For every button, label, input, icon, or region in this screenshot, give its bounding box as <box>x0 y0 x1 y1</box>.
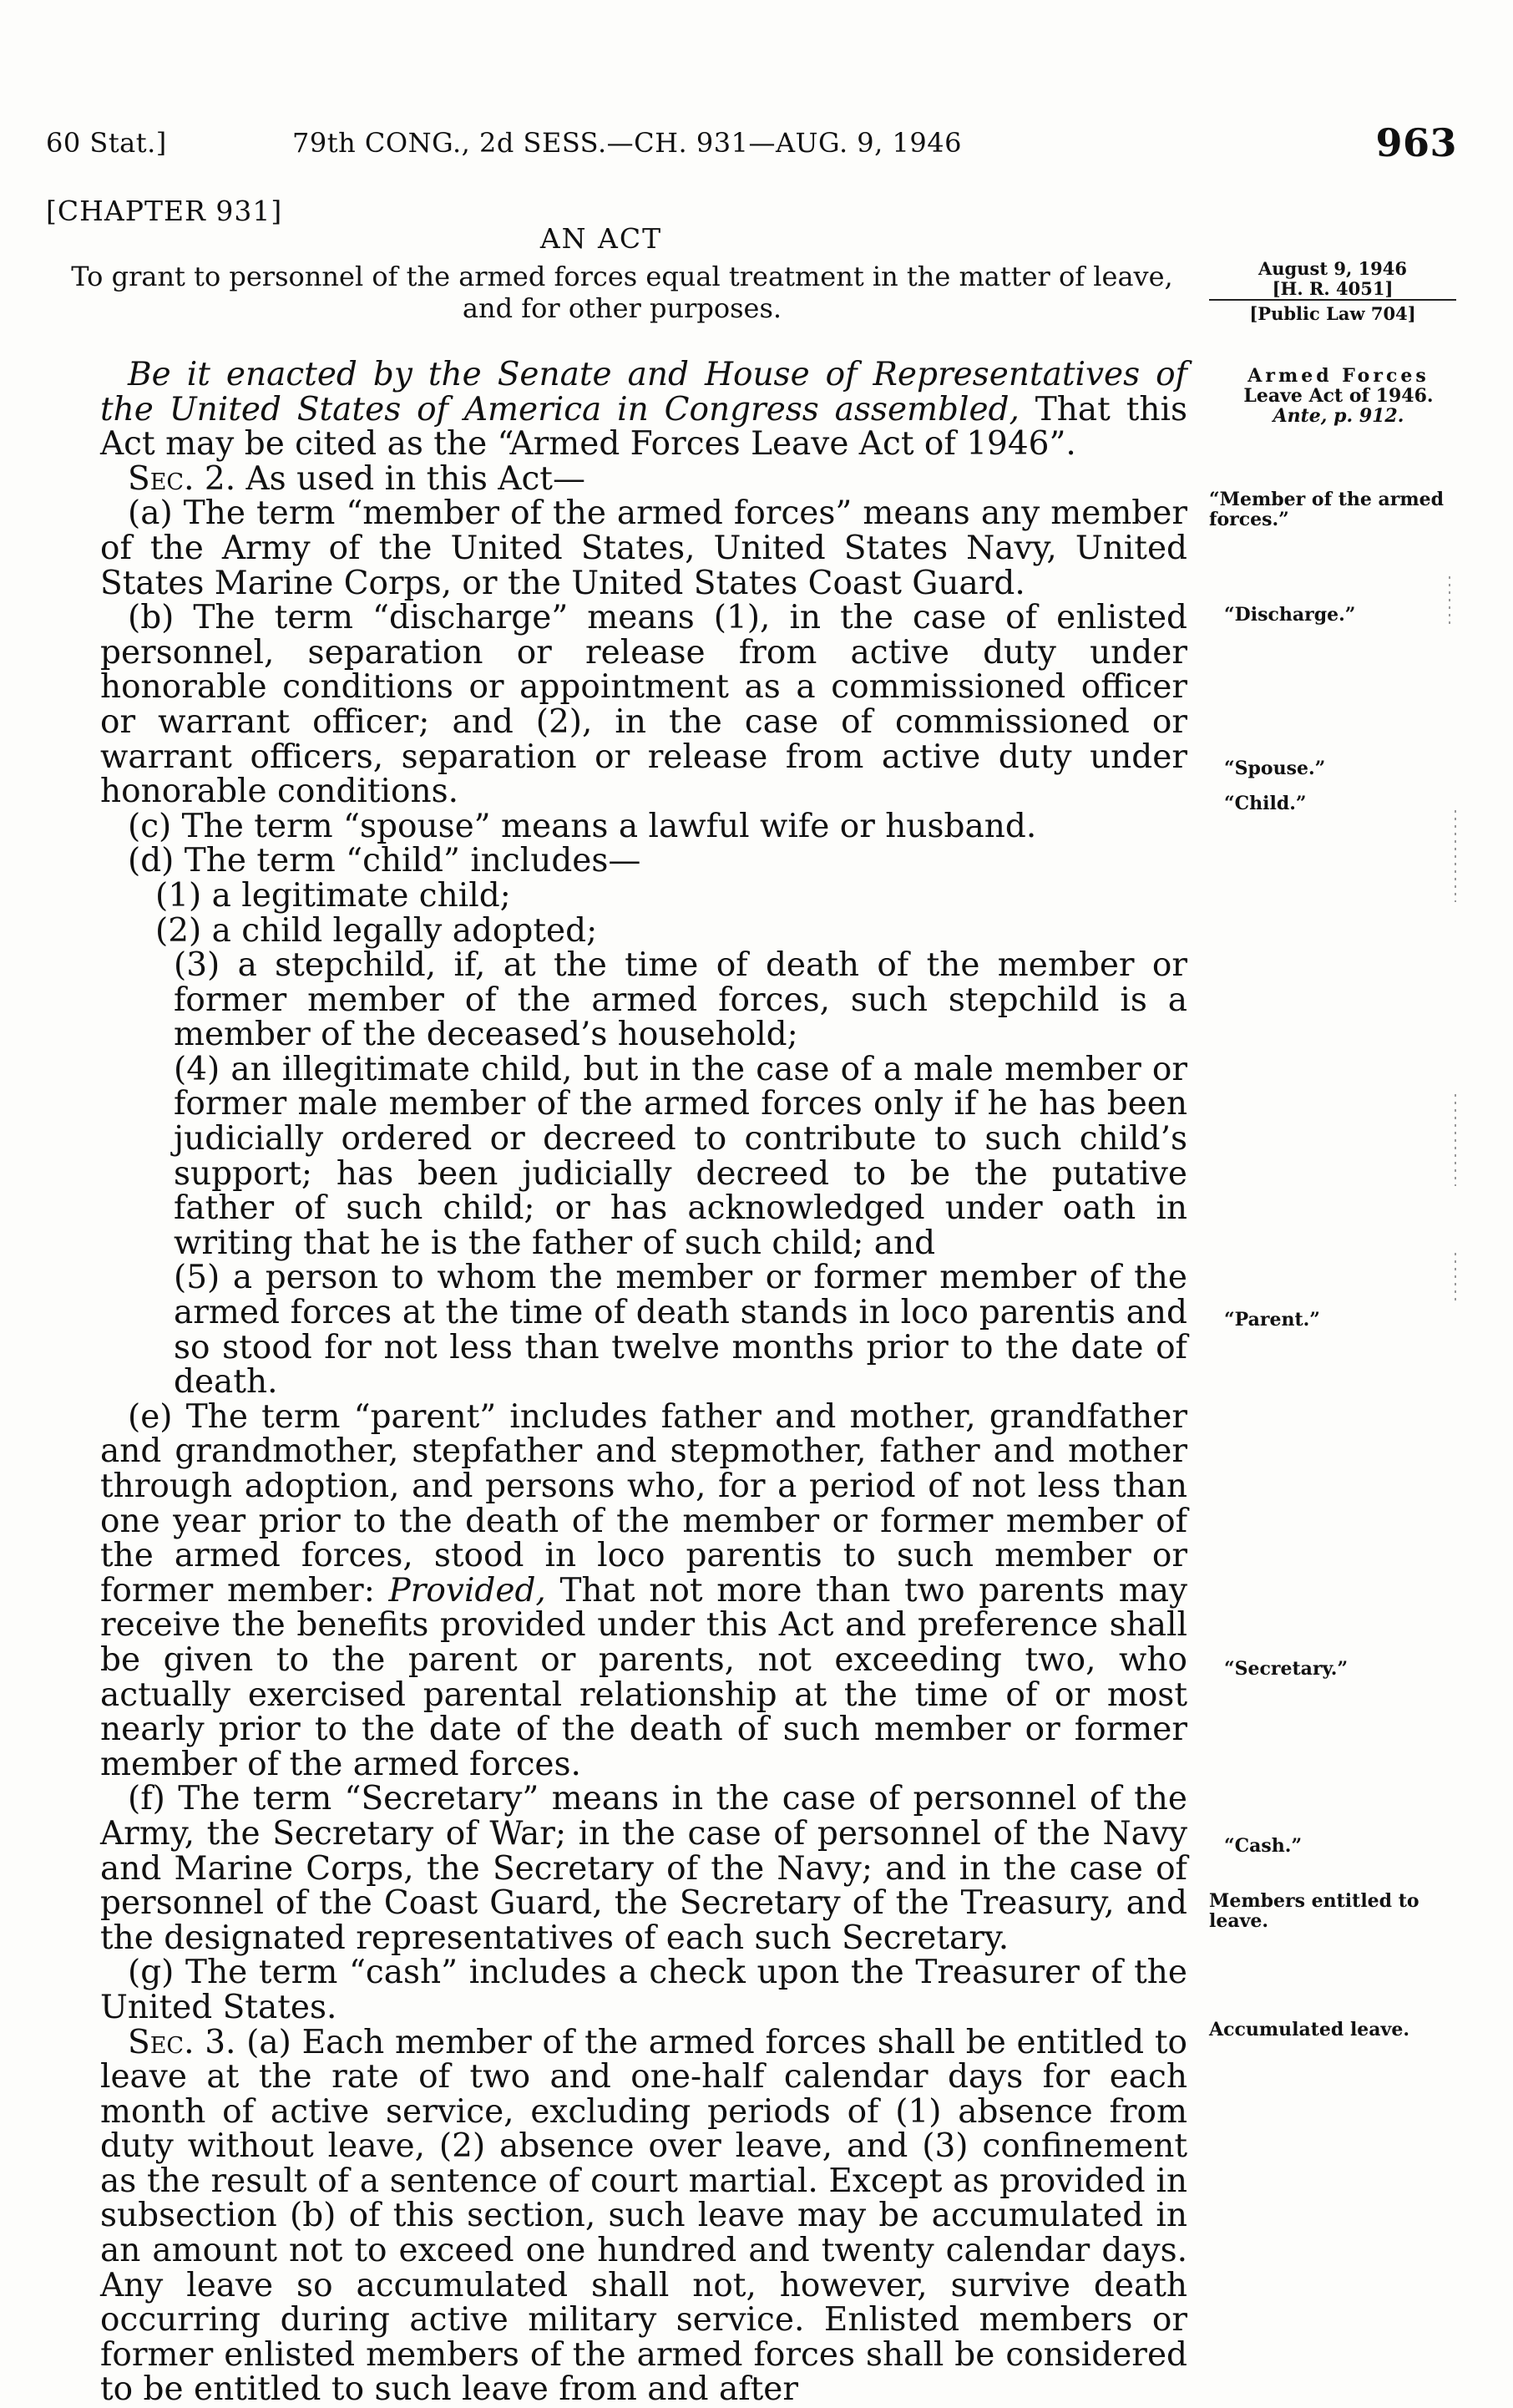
scan-artifact <box>1455 810 1456 902</box>
section-3-label: Sec. 3. <box>128 2024 235 2061</box>
running-head <box>46 127 1457 169</box>
note-discharge: “Discharge.” <box>1209 605 1483 625</box>
section-1 <box>100 357 1187 462</box>
act-purpose: To grant to personnel of the armed forces equal treatment in the matter of leave, and for other purposes. <box>46 261 1198 324</box>
note-short-title: Armed Forces Leave Act of 1946. Ante, p. 912. <box>1209 366 1468 426</box>
margin-date-bill <box>1209 259 1456 299</box>
note-cash: “Cash.” <box>1209 1836 1483 1856</box>
session-chapter-date: 79th CONG., 2d SESS.—CH. 931—AUG. 9, 1946 <box>292 127 962 159</box>
act-title: AN ACT <box>0 222 1202 255</box>
definition-c: (c) The term “spouse” means a lawful wife or husband. <box>100 809 1187 844</box>
definition-b: (b) The term “discharge” means (1), in the case of enlisted personnel, separation or release from active duty under honorable conditions or appointment as a commissioned officer or warrant officer; and (2), in the case of commissioned or warrant officers, separation or release from active duty under honorable conditions. <box>100 601 1187 809</box>
chapter-heading: [CHAPTER 931] <box>46 195 282 227</box>
section-2-text: As used in this Act— <box>235 460 585 498</box>
definition-a: (a) The term “member of the armed forces” means any member of the Army of the United States, United States Navy, United States Marine Corps, or the United States Coast Guard. <box>100 496 1187 601</box>
section-2-intro <box>100 462 1187 497</box>
note-child: “Child.” <box>1209 793 1483 814</box>
bill-number: [H. R. 4051] <box>1209 279 1456 299</box>
note-member: “Member of the armed forces.” <box>1209 489 1460 530</box>
short-title: That this Act may be cited as the “Armed Forces Leave Act of 1946”. <box>100 391 1187 464</box>
definition-f: (f) The term “Secretary” means in the case of personnel of the Army, the Secretary of War; in the case of personnel of the Navy and Marine Corps, the Secretary of the Navy; and in the case of personnel of the Coast Guard, the Secretary of the Treasury, and the designated representatives of each such Secretary. <box>100 1782 1187 1955</box>
definition-g: (g) The term “cash” includes a check upon the Treasurer of the United States. <box>100 1955 1187 2025</box>
enacting-clause: Be it enacted by the Senate and House of Representatives of the United States of America in Congress assembled, <box>100 356 1187 428</box>
page-number: 963 <box>1375 120 1457 165</box>
definition-e: (e) The term “parent” includes father and mother, grandfather and grandmother, stepfather and stepmother, father and mother through adoption, and persons who, for a period of not less than one year prior to the death of the member or former member of the armed forces, stood in loco parentis to such member or former member: Provided, That not more than two parents may receive the benefits provided under this Act and preference shall be given to the parent or parents, not exceeding two, who actually exercised parental relationship at the time of or most nearly prior to the date of the death of such member or former member of the armed forces. <box>100 1400 1187 1782</box>
child-clause-5: (5) a person to whom the member or former member of the armed forces at the time of death stands in loco parentis and so stood for not less than twelve months prior to the date of death. <box>100 1260 1187 1399</box>
public-law-number: [Public Law 704] <box>1209 304 1456 324</box>
scan-artifact <box>1449 576 1450 626</box>
note-spouse: “Spouse.” <box>1209 758 1483 778</box>
volume-reference: 60 Stat.] <box>46 127 167 159</box>
child-clause-3: (3) a stepchild, if, at the time of death of the member or former member of the armed forces, such stepchild is a member of the deceased’s household; <box>100 948 1187 1052</box>
act-body <box>100 357 1187 2407</box>
note-secretary: “Secretary.” <box>1209 1659 1483 1679</box>
proviso: Provided, <box>389 1572 546 1610</box>
child-clause-1: (1) a legitimate child; <box>100 879 1187 914</box>
child-clause-2: (2) a child legally adopted; <box>100 914 1187 949</box>
child-clause-4: (4) an illegitimate child, but in the case of a male member or former male member of the armed forces only if he has been judicially ordered or decreed to contribute to such child’s support; has been judicially decreed to be the putative father of such child; or has acknowledged under oath in writing that he is the father of such child; and <box>100 1052 1187 1261</box>
section-2-label: Sec. 2. <box>128 460 235 498</box>
enactment-date: August 9, 1946 <box>1209 259 1456 279</box>
note-parent: “Parent.” <box>1209 1310 1483 1330</box>
scan-artifact <box>1455 1253 1456 1303</box>
scan-artifact <box>1455 1094 1456 1186</box>
section-3 <box>100 2025 1187 2408</box>
margin-divider <box>1209 299 1456 301</box>
note-accumulated: Accumulated leave. <box>1209 2020 1468 2040</box>
definition-d: (d) The term “child” includes— <box>100 844 1187 879</box>
note-members-entitled: Members entitled to leave. <box>1209 1891 1451 1931</box>
section-3-text: (a) Each member of the armed forces shall be entitled to leave at the rate of two and one-half calendar days for each month of active service, excluding periods of (1) absence from duty without leave, (2) absence over leave, and (3) confinement as the result of a sentence of court martial. Except as provided in subsection (b) of this section, such leave may be accumulated in an amount not to exceed one hundred and twenty calendar days. Any leave so accumulated shall not, however, survive death occurring during active military service. Enlisted members or former enlisted members of the armed forces shall be considered to be entitled to such leave from and after <box>100 2024 1187 2408</box>
